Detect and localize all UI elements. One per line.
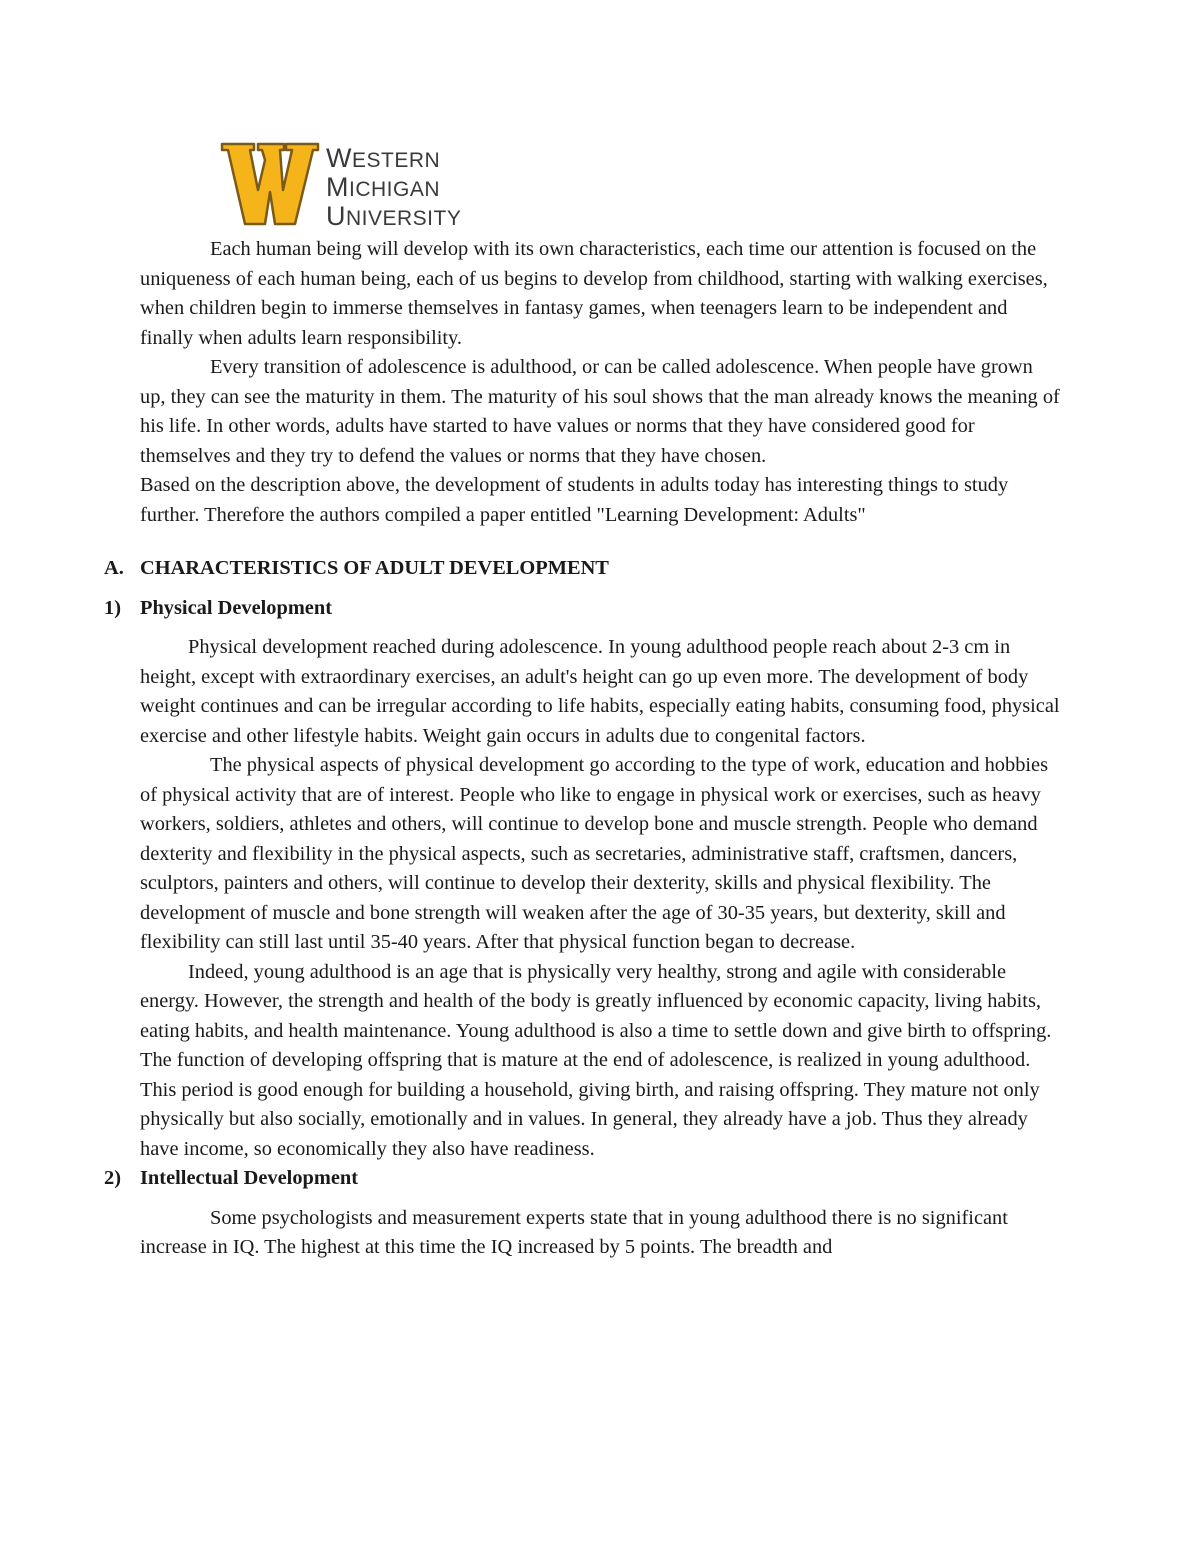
section-a-heading bbox=[104, 554, 1060, 584]
physical-paragraph-2: The physical aspects of physical development go according to the type of work, education and hobbies of physical activity that are of interest. People who like to engage in physical work or exercises, such as heavy workers, soldiers, athletes and others, will continue to develop bone and muscle strength. People who demand dexterity and flexibility in the physical aspects, such as secretaries, administrative staff, craftsmen, dancers, sculptors, painters and others, will continue to develop their dexterity, skills and physical flexibility. The development of muscle and bone strength will weaken after the age of 30-35 years, but dexterity, skill and flexibility can still last until 35-40 years. After that physical function began to decrease. bbox=[140, 754, 1049, 953]
w-logo-icon bbox=[220, 140, 320, 230]
subsection-1-title: Physical Development bbox=[140, 596, 332, 619]
physical-paragraph-3: Indeed, young adulthood is an age that is physically very healthy, strong and agile with considerable energy. However, the strength and health of the body is greatly influenced by economic capacity, living habits, eating habits, and health maintenance. Young adulthood is also a time to settle down and give birth to offspring. The function of developing offspring that is mature at the end of adolescence, is realized in young adulthood. This period is good enough for building a household, giving birth, and raising offspring. They mature not only physically but also socially, emotionally and in values. In general, they already have a job. Thus they already have income, so economically they also have readiness. bbox=[140, 960, 1052, 1160]
physical-paragraph-1: Physical development reached during adolescence. In young adulthood people reach about 2-3 cm in height, except with extraordinary exercises, an adult's height can go up even more. The development of body weight continues and can be irregular according to life habits, especially eating habits, consuming food, physical exercise and other lifestyle habits. Weight gain occurs in adults due to congenital factors. bbox=[140, 636, 1060, 747]
intellectual-paragraph-1: Some psychologists and measurement experts state that in young adulthood there is no significant increase in IQ. The highest at this time the IQ increased by 5 points. The breadth and bbox=[140, 1206, 1008, 1258]
subsection-2-number: 2) bbox=[104, 1167, 121, 1189]
subsection-1-heading bbox=[104, 594, 1060, 624]
document-body bbox=[104, 235, 1060, 1263]
subsection-2-heading bbox=[104, 1164, 1060, 1194]
logo-line-michigan: MICHIGAN bbox=[326, 172, 441, 202]
intro-paragraph-3: Based on the description above, the development of students in adults today has interesting things to study further. Therefore the authors compiled a paper entitled "Learning Development: Adults" bbox=[140, 474, 1009, 526]
logo-line-western: WESTERN bbox=[326, 143, 441, 173]
logo-line-university: UNIVERSITY bbox=[326, 201, 462, 231]
section-a-title: CHARACTERISTICS OF ADULT DEVELOPMENT bbox=[140, 557, 609, 579]
section-a-number: A. bbox=[104, 557, 124, 579]
subsection-1-number: 1) bbox=[104, 596, 121, 619]
intro-paragraph-1: Each human being will develop with its own characteristics, each time our attention is focused on the uniqueness of each human being, each of us begins to develop from childhood, starting with walking exercises, when children begin to immerse themselves in fantasy games, when teenagers learn to be independent and finally when adults learn responsibility. bbox=[140, 238, 1048, 349]
intro-paragraph-2: Every transition of adolescence is adulthood, or can be called adolescence. When people have grown up, they can see the maturity in them. The maturity of his soul shows that the man already knows the meaning of his life. In other words, adults have started to have values or norms that they have considered good for themselves and they try to defend the values or norms that they have chosen. bbox=[140, 356, 1060, 467]
university-logo bbox=[220, 140, 480, 230]
subsection-2-title: Intellectual Development bbox=[140, 1167, 359, 1189]
logo-wordmark bbox=[326, 143, 462, 233]
